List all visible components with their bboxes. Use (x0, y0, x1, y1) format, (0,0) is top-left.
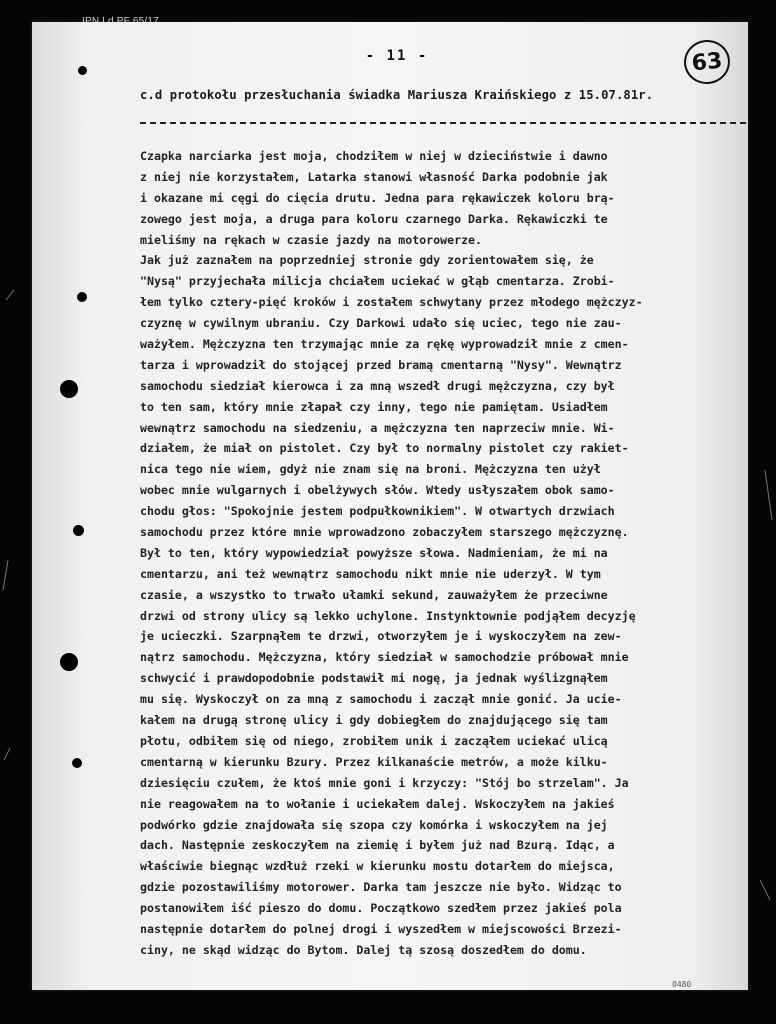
testimony-line: czasie, a wszystko to trwało ułamki sekund, zauważyłem że przeciwne (140, 587, 608, 602)
testimony-line: mieliśmy na rękach w czasie jazdy na motorowerze. (140, 232, 483, 247)
testimony-line: czyznę w cywilnym ubraniu. Czy Darkowi udało się uciec, tego nie zau- (140, 316, 622, 331)
punch-hole (60, 380, 78, 398)
testimony-line: "Nysą" przyjechała milicja chciałem uciekać w głąb cmentarza. Zrobi- (140, 274, 615, 289)
testimony-line: chodu głos: "Spokojnie jestem podpułkownikiem". W otwartych drzwiach (140, 504, 615, 519)
testimony-line: to ten sam, który mnie złapał czy inny, tego nie pamiętam. Usiadłem (140, 399, 608, 414)
testimony-line: samochodu przez które mnie wprowadzono zobaczyłem starszego mężczyznę. (140, 525, 629, 540)
testimony-line: nica tego nie wiem, gdyż nie znam się na broni. Mężczyzna ten użył (140, 462, 601, 477)
testimony-line: tarza i wprowadził do stojącej przed bramą cmentarną "Nysy". Wewnątrz (140, 357, 622, 372)
testimony-line: Czapka narciarka jest moja, chodziłem w niej w dzieciństwie i dawno (140, 149, 608, 163)
testimony-line: nie reagowałem na to wołanie i uciekałem dalej. Wskoczyłem na jakieś (140, 796, 615, 811)
testimony-line: cmentarną w kierunku Bzury. Przez kilkanaście metrów, a może kilku- (140, 754, 608, 769)
testimony-line: wobec mnie wulgarnych i obelżywych słów. Wtedy usłyszałem obok samo- (140, 483, 615, 498)
testimony-line: wewnątrz samochodu na siedzeniu, a mężczyzna ten naprzeciw mnie. Wi- (140, 420, 615, 435)
testimony-line: postanowiłem iść pieszo do domu. Początkowo szedłem przez jakieś pola (140, 901, 622, 916)
document-page (32, 22, 748, 990)
testimony-body (140, 146, 748, 961)
testimony-line: i okazane mi cęgi do cięcia drutu. Jedna para rękawiczek koloru brą- (140, 190, 615, 205)
testimony-line: łem tylko cztery-pięć kroków i zostałem schwytany przez młodego mężczyz- (140, 295, 643, 310)
testimony-line: kałem na drugą stronę ulicy i gdy dobiegłem do znajdującego się tam (140, 713, 608, 728)
punch-hole (78, 66, 87, 75)
testimony-line: dach. Następnie zeskoczyłem na ziemię i byłem już nad Bzurą. Idąc, a (140, 838, 615, 853)
testimony-line: działem, że miał on pistolet. Czy był to normalny pistolet czy rakiet- (140, 441, 629, 456)
testimony-line: drzwi od strony ulicy są lekko uchylone. Instynktownie podjąłem decyzję (140, 608, 636, 623)
punch-hole (60, 653, 78, 671)
testimony-line: z niej nie korzystałem, Latarka stanowi własność Darka podobnie jak (140, 169, 608, 184)
testimony-line: zowego jest moja, a druga para koloru czarnego Darka. Rękawiczki te (140, 211, 608, 226)
punch-hole (72, 758, 82, 768)
punch-hole (73, 525, 84, 536)
punch-hole (77, 292, 87, 302)
testimony-line: następnie dotarłem do polnej drogi i wyszedłem w miejscowości Brzezi- (140, 921, 622, 936)
testimony-line: płotu, odbiłem się od niego, zrobiłem unik i zacząłem uciekać ulicą (140, 733, 608, 748)
page-number: - 11 - (365, 48, 429, 64)
testimony-line: właściwie biegnąc wzdłuż rzeki w kierunku mostu dotarłem do miejsca, (140, 859, 615, 874)
testimony-line: Jak już zaznałem na poprzedniej stronie gdy zorientowałem się, że (140, 253, 594, 268)
testimony-line: je ucieczki. Szarpnąłem te drzwi, otworzyłem je i wyskoczyłem na zew- (140, 629, 622, 644)
testimony-line: dziesięciu czułem, że ktoś mnie goni i krzyczy: "Stój bo strzelam". Ja (140, 775, 629, 790)
testimony-line: nątrz samochodu. Mężczyzna, który siedział w samochodzie próbował mnie (140, 650, 629, 665)
corner-mark: 0480 (672, 980, 692, 989)
testimony-line: Był to ten, który wypowiedział powyższe słowa. Nadmieniam, że mi na (140, 545, 608, 560)
folio-number-circled: 63 (682, 38, 732, 87)
testimony-line: ważyłem. Mężczyzna ten trzymając mnie za rękę wyprowadził mnie z cmen- (140, 337, 629, 352)
testimony-line: ciny, ne skąd widząc do Bytom. Dalej tą szosą doszedłem do domu. (140, 942, 587, 957)
testimony-line: mu się. Wyskoczył on za mną z samochodu i zaczął mnie gonić. Ja ucie- (140, 692, 622, 707)
testimony-line: cmentarzu, ani też wewnątrz samochodu nikt mnie nie uderzył. W tym (140, 566, 601, 581)
document-header: c.d protokołu przesłuchania świadka Mariusza Kraińskiego z 15.07.81r. (140, 88, 654, 102)
testimony-line: schwycić i prawdopodobnie podstawił mi nogę, ja jednak wyślizgnąłem (140, 671, 608, 686)
header-divider (140, 122, 746, 124)
testimony-line: gdzie pozostawiliśmy motorower. Darka tam jeszcze nie było. Widząc to (140, 880, 622, 895)
testimony-line: podwórko gdzie znajdowała się szopa czy komórka i wskoczyłem na jej (140, 817, 608, 832)
testimony-line: samochodu siedział kierowca i za mną wszedł drugi mężczyzna, czy był (140, 378, 615, 393)
